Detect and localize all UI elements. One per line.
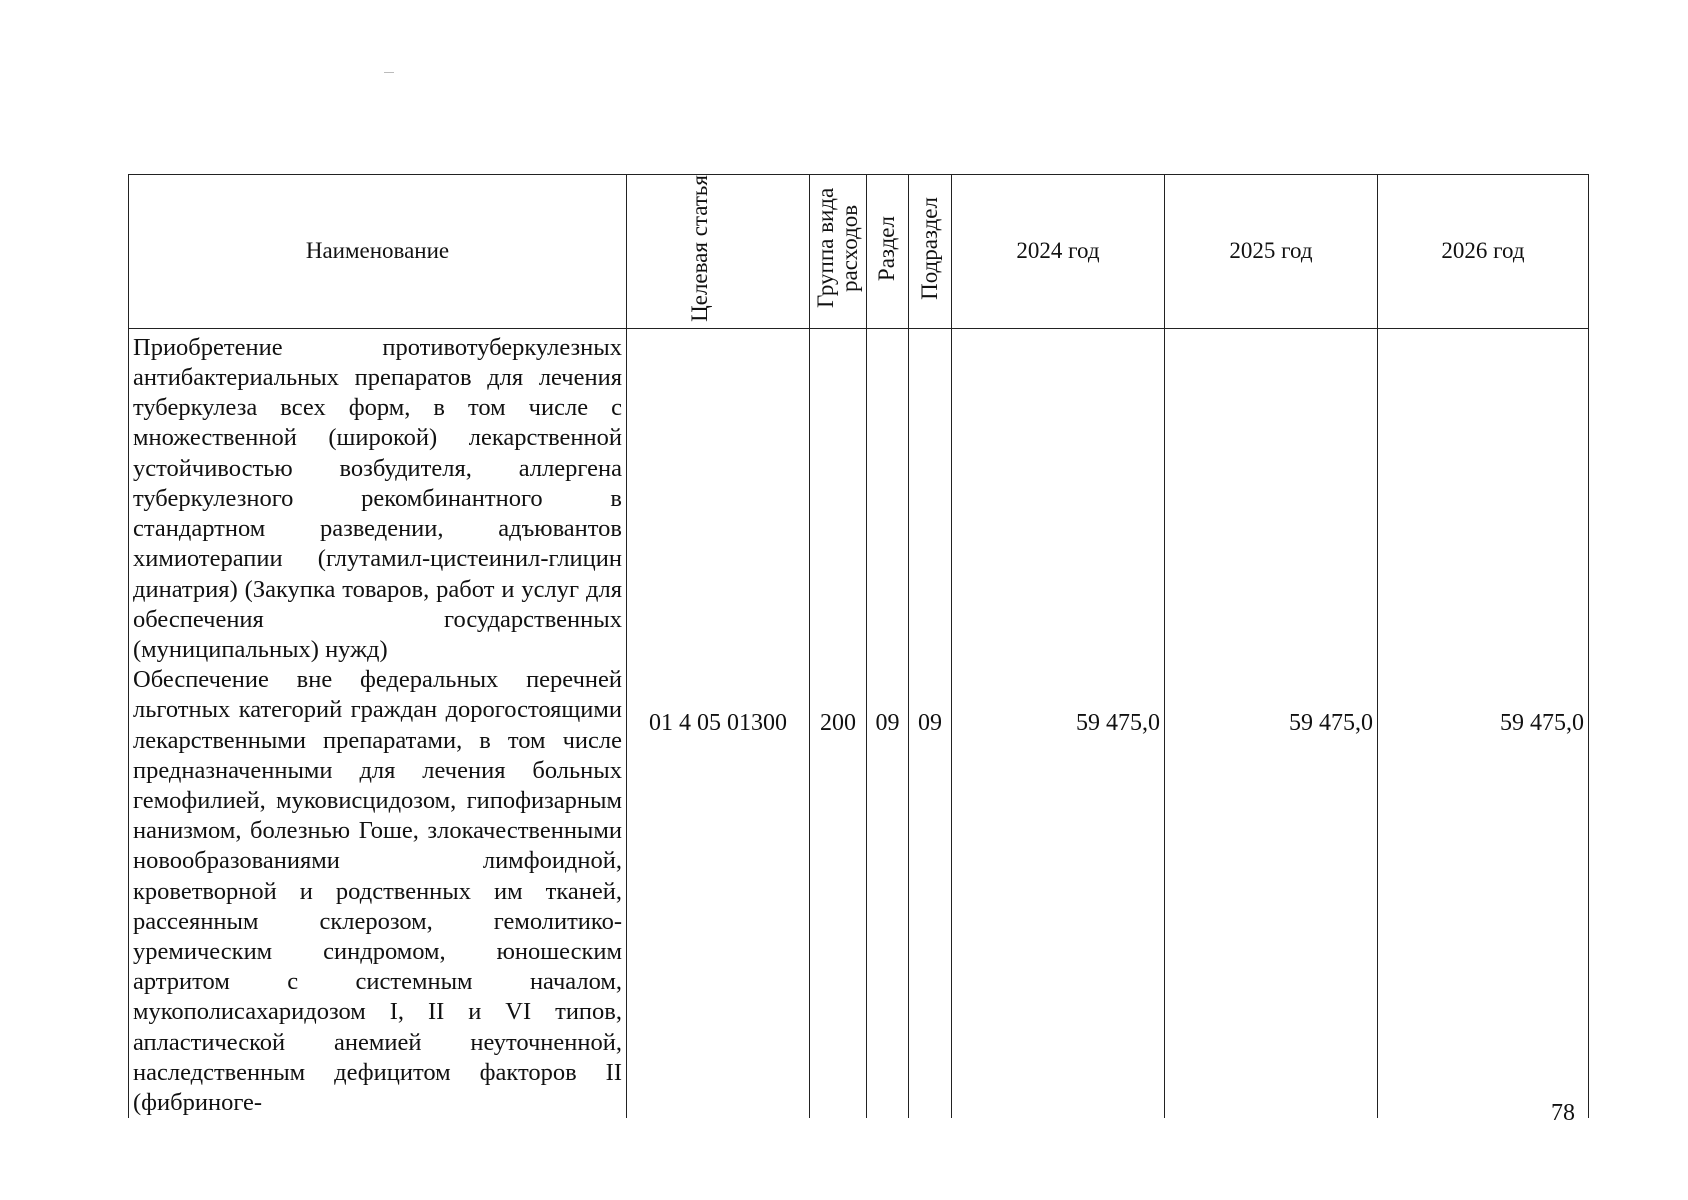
cell-year-2026: 59 475,0	[1378, 328, 1589, 1118]
cell-target-article: 01 4 05 01300	[627, 328, 810, 1118]
header-target-article: Целевая статья	[627, 175, 810, 329]
header-name: Наименование	[129, 175, 627, 329]
cell-year-2024: 59 475,0	[952, 328, 1165, 1118]
header-expense-group: Группа вида расходов	[810, 175, 867, 329]
page-number: 78	[1551, 1100, 1575, 1126]
cell-name	[129, 328, 627, 1118]
cell-year-2025: 59 475,0	[1165, 328, 1378, 1118]
header-section: Раздел	[867, 175, 909, 329]
cell-expense-group: 200	[810, 328, 867, 1118]
name-paragraph-1: Приобретение противотуберкулезных антибактериальных препаратов для лечения туберкулеза всех форм, в том числе с множественной (широкой) лекарственной устойчивостью возбудителя, аллергена туберкулезного рекомбинантного в стандартном разведении, адъювантов химиотерапии (глутамил-цистеинил-глицин динатрия) (Закупка товаров, работ и услуг для обеспечения государственных (муниципальных) нужд)	[133, 333, 622, 663]
budget-table	[128, 174, 1589, 1118]
table-header-row	[129, 175, 1589, 329]
header-subsection: Подраздел	[909, 175, 952, 329]
header-year-2025: 2025 год	[1165, 175, 1378, 329]
header-year-2026: 2026 год	[1378, 175, 1589, 329]
cell-section: 09	[867, 328, 909, 1118]
name-paragraph-2: Обеспечение вне федеральных перечней льготных категорий граждан дорогостоящими лекарственными препаратами, в том числе предназначенными для лечения больных гемофилией, муковисцидозом, гипофизарным нанизмом, болезнью Гоше, злокачественными новообразованиями лимфоидной, кроветворной и родственных им тканей, рассеянным склерозом, гемолитико-уремическим синдромом, юношеским артритом с системным началом, мукополисахаридозом I, II и VI типов, апластической анемией неуточненной, наследственным дефицитом факторов II (фибриноге-	[133, 666, 622, 1116]
scan-mark	[384, 72, 394, 73]
header-year-2024: 2024 год	[952, 175, 1165, 329]
table-row	[129, 328, 1589, 1118]
cell-subsection: 09	[909, 328, 952, 1118]
